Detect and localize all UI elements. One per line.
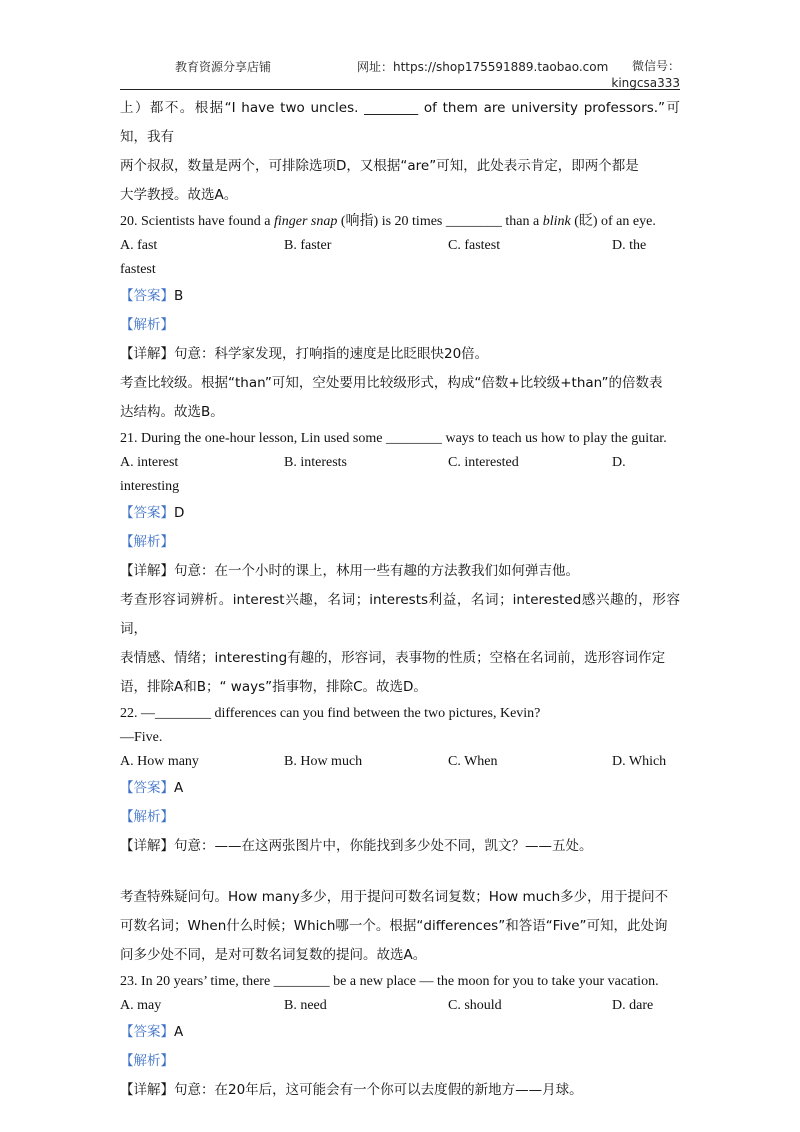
intro-line: 上）都不。根据“I have two uncles. ________ of them are university professors.”可知，我有: [120, 100, 680, 145]
header-wechat-id: kingcsa333: [611, 76, 680, 90]
answer-tag: 【答案】: [120, 780, 174, 796]
question-22-analysis: [120, 803, 680, 832]
question-20-stem-part: 20. Scientists have found a: [120, 214, 274, 229]
question-20-analysis: [120, 311, 680, 340]
question-22-stem: 22. —________ differences can you find between the two pictures, Kevin?: [120, 706, 541, 721]
question-23-detail: [120, 1076, 680, 1105]
option-a: A. How many: [120, 754, 199, 769]
header-url: 网址：https://shop175591889.taobao.com: [357, 60, 609, 74]
option-d: D. dare: [612, 998, 654, 1013]
answer-tag: 【答案】: [120, 1024, 174, 1040]
paragraph-gap: [120, 861, 680, 883]
page-header: [120, 54, 680, 90]
option-b: B. interests: [284, 455, 347, 470]
header-shop-name: 教育资源分享店铺: [175, 60, 272, 74]
detail-line: 考查比较级。根据“than”可知，空处要用比较级形式，构成“倍数+比较级+than”的倍数表: [120, 375, 663, 391]
question-21-detail: [120, 557, 680, 586]
question-23-stem: 23. In 20 years’ time, there ________ be a new place — the moon for you to take your vacation.: [120, 974, 659, 989]
question-20-stem-part: (眨) of an eye.: [570, 214, 656, 229]
header-wechat-label: 微信号：: [631, 59, 680, 73]
question-20-stem: [120, 210, 680, 234]
option-c: C. When: [448, 754, 498, 769]
detail-line: 问多少处不同，是对可数名词复数的提问。故选A。: [120, 947, 427, 963]
analysis-tag: 【解析】: [120, 1053, 174, 1069]
option-b: B. How much: [284, 754, 363, 769]
analysis-tag: 【解析】: [120, 809, 174, 825]
detail-line: 考查形容词辨析。interest兴趣，名词；interests利益，名词；interested感兴趣的，形容词，: [120, 592, 680, 637]
document-body: [120, 94, 680, 1105]
question-22-reply: —Five.: [120, 730, 163, 745]
option-d: D. Which: [612, 754, 667, 769]
detail-line: 达结构。故选B。: [120, 404, 224, 420]
header-divider: [120, 89, 680, 90]
question-20-detail: [120, 340, 680, 369]
question-22-options: [120, 750, 680, 774]
option-d-wrap: fastest: [120, 262, 156, 277]
answer-tag: 【答案】: [120, 505, 174, 521]
option-d-wrap: interesting: [120, 479, 180, 494]
answer-value: A: [174, 780, 184, 796]
analysis-tag: 【解析】: [120, 534, 174, 550]
question-21-analysis: [120, 528, 680, 557]
option-c: C. interested: [448, 455, 519, 470]
question-20-stem-italic: finger snap: [273, 214, 338, 229]
detail-tag: 【详解】: [120, 346, 174, 362]
detail-tag: 【详解】: [120, 563, 174, 579]
question-20-stem-italic: blink: [542, 214, 571, 229]
analysis-tag: 【解析】: [120, 317, 174, 333]
question-22-detail: [120, 832, 680, 861]
intro-line: 大学教授。故选A。: [120, 187, 238, 203]
detail-line: 可数名词；When什么时候；Which哪一个。根据“differences”和答语“Five”可知，此处询: [120, 918, 668, 934]
answer-tag: 【答案】: [120, 288, 174, 304]
question-21-options: [120, 451, 680, 475]
question-23-answer: [120, 1018, 680, 1047]
answer-value: A: [174, 1024, 184, 1040]
option-a: A. fast: [120, 238, 158, 253]
intro-line: 两个叔叔，数量是两个，可排除选项D，又根据“are”可知，此处表示肯定，即两个都是: [120, 158, 639, 174]
option-a: A. interest: [120, 455, 179, 470]
question-20-stem-part: (响指) is 20 times ________ than a: [337, 214, 543, 229]
question-23-options: [120, 994, 680, 1018]
question-20-answer: [120, 282, 680, 311]
option-d: D.: [612, 455, 626, 470]
answer-value: D: [174, 505, 185, 521]
detail-line: 表情感、情绪；interesting有趣的，形容词，表事物的性质；空格在名词前，选形容词作定: [120, 650, 666, 666]
option-c: C. fastest: [448, 238, 501, 253]
option-a: A. may: [120, 998, 162, 1013]
detail-text: 句意：在20年后，这可能会有一个你可以去度假的新地方——月球。: [174, 1082, 583, 1098]
question-21-answer: [120, 499, 680, 528]
detail-text: 句意：——在这两张图片中，你能找到多少处不同，凯文？——五处。: [174, 838, 593, 854]
detail-line: 考查特殊疑问句。How many多少，用于提问可数名词复数；How much多少，用于提问不: [120, 889, 669, 905]
option-b: B. faster: [284, 238, 332, 253]
detail-text: 句意：在一个小时的课上，林用一些有趣的方法教我们如何弹吉他。: [174, 563, 579, 579]
detail-tag: 【详解】: [120, 838, 174, 854]
question-20-options: [120, 234, 680, 258]
detail-tag: 【详解】: [120, 1082, 174, 1098]
question-21-stem: 21. During the one-hour lesson, Lin used some ________ ways to teach us how to play the guitar.: [120, 431, 667, 446]
answer-value: B: [174, 288, 184, 304]
question-23-analysis: [120, 1047, 680, 1076]
detail-line: 语，排除A和B；“ ways”指事物，排除C。故选D。: [120, 679, 427, 695]
option-c: C. should: [448, 998, 502, 1013]
detail-text: 句意：科学家发现，打响指的速度是比眨眼快20倍。: [174, 346, 489, 362]
option-b: B. need: [284, 998, 327, 1013]
header-wechat: [611, 58, 680, 92]
question-22-answer: [120, 774, 680, 803]
option-d: D. the: [612, 238, 647, 253]
